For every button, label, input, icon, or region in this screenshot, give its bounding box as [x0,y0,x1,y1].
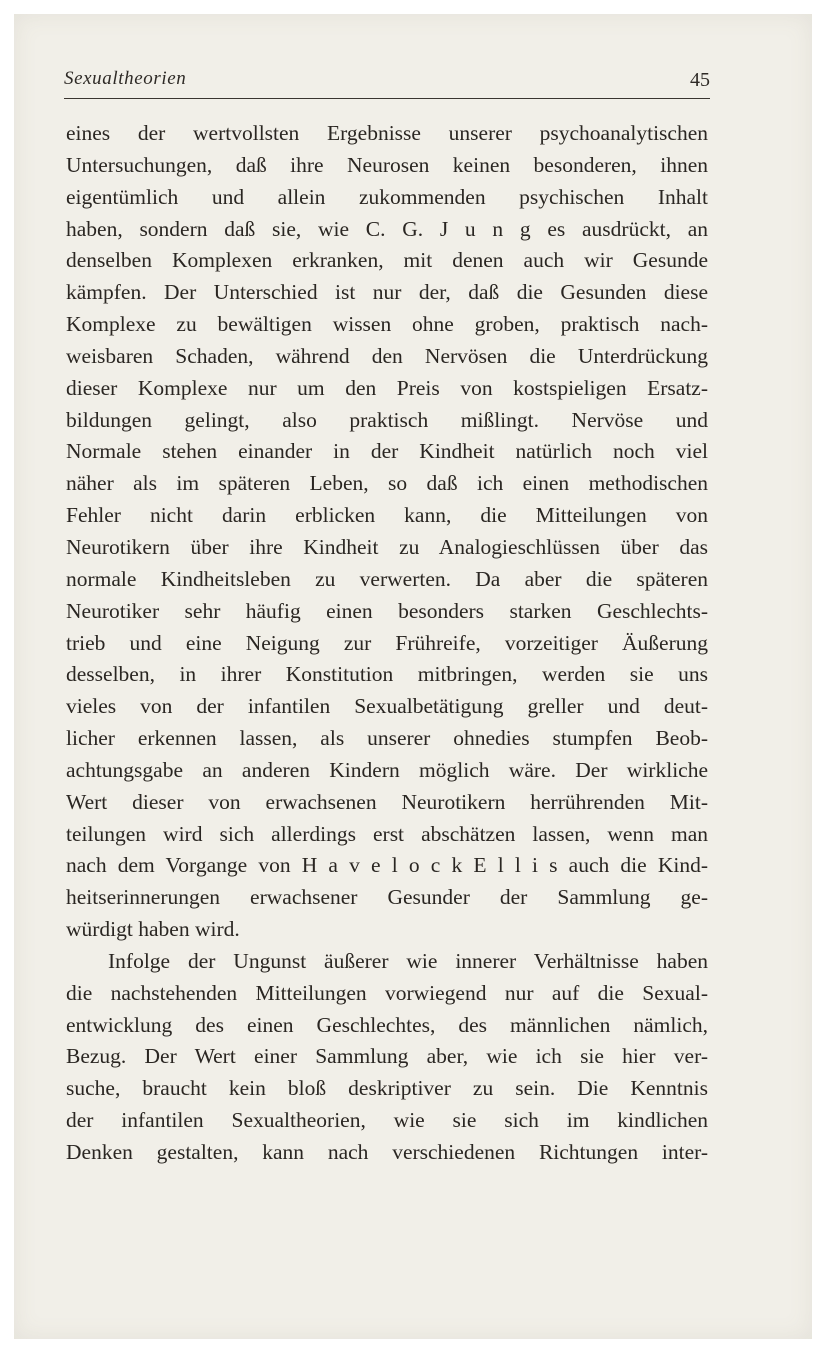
running-head-title: Sexualtheorien [64,68,187,89]
text-line: kämpfen. Der Unterschied ist nur der, daß die Gesunden diese [66,280,708,305]
paragraph-end-line: würdigt haben wird. [66,917,240,942]
text-line: der infantilen Sexualtheorien, wie sie sich im kindlichen [66,1108,708,1133]
text-line: heitserinnerungen erwachsener Gesunder der Sammlung ge- [66,885,708,910]
text-line: Untersuchungen, daß ihre Neurosen keinen besonderen, ihnen [66,152,708,177]
text-line: eigentümlich und allein zukommenden psychischen Inhalt [66,184,708,209]
text-line: nach dem Vorgange von H a v e l o c k E l l i s auch die Kind- [66,853,708,878]
text-line: licher erkennen lassen, als unserer ohnedies stumpfen Beob- [66,726,708,751]
text-line: entwicklung des einen Geschlechtes, des männlichen nämlich, [66,1012,708,1037]
text-line: haben, sondern daß sie, wie C. G. J u n g es ausdrückt, an [66,216,708,241]
running-head [64,66,710,98]
text-line: eines der wertvollsten Ergebnisse unserer psychoanalytischen [66,121,708,145]
body-text [66,118,708,1169]
text-line: Bezug. Der Wert einer Sammlung aber, wie ich sie hier ver- [66,1044,708,1069]
book-page [14,14,812,1339]
text-line: denselben Komplexen erkranken, mit denen auch wir Gesunde [66,248,708,273]
text-line: Wert dieser von erwachsenen Neurotikern herrührenden Mit- [66,789,708,814]
header-rule [64,98,710,99]
text-line: normale Kindheitsleben zu verwerten. Da aber die späteren [66,566,708,591]
text-line: Komplexe zu bewältigen wissen ohne groben, praktisch nach- [66,312,708,337]
text-line: Normale stehen einander in der Kindheit natürlich noch viel [66,439,708,464]
page-number: 45 [690,69,710,91]
text-line: weisbaren Schaden, während den Nervösen die Unterdrückung [66,343,708,368]
text-line: teilungen wird sich allerdings erst abschätzen lassen, wenn man [66,821,708,846]
text-line: desselben, in ihrer Konstitution mitbringen, werden sie uns [66,662,708,687]
text-line: dieser Komplexe nur um den Preis von kostspieligen Ersatz- [66,375,708,400]
text-line: Neurotiker sehr häufig einen besonders starken Geschlechts- [66,598,708,623]
text-line: bildungen gelingt, also praktisch mißlingt. Nervöse und [66,407,708,432]
text-line: vieles von der infantilen Sexualbetätigung greller und deut- [66,694,708,719]
text-line: näher als im späteren Leben, so daß ich einen methodischen [66,471,708,496]
text-line: die nachstehenden Mitteilungen vorwiegend nur auf die Sexual- [66,980,708,1005]
text-line: trieb und eine Neigung zur Frühreife, vorzeitiger Äußerung [66,630,708,655]
paragraph-start-line: Infolge der Ungunst äußerer wie innerer Verhältnisse haben [108,948,708,973]
text-line: Fehler nicht darin erblicken kann, die Mitteilungen von [66,503,708,528]
text-line: achtungsgabe an anderen Kindern möglich wäre. Der wirkliche [66,757,708,782]
text-line: suche, braucht kein bloß deskriptiver zu sein. Die Kenntnis [66,1076,708,1101]
text-line: Neurotikern über ihre Kindheit zu Analogieschlüssen über das [66,534,708,559]
text-line: Denken gestalten, kann nach verschiedenen Richtungen inter- [66,1140,708,1164]
